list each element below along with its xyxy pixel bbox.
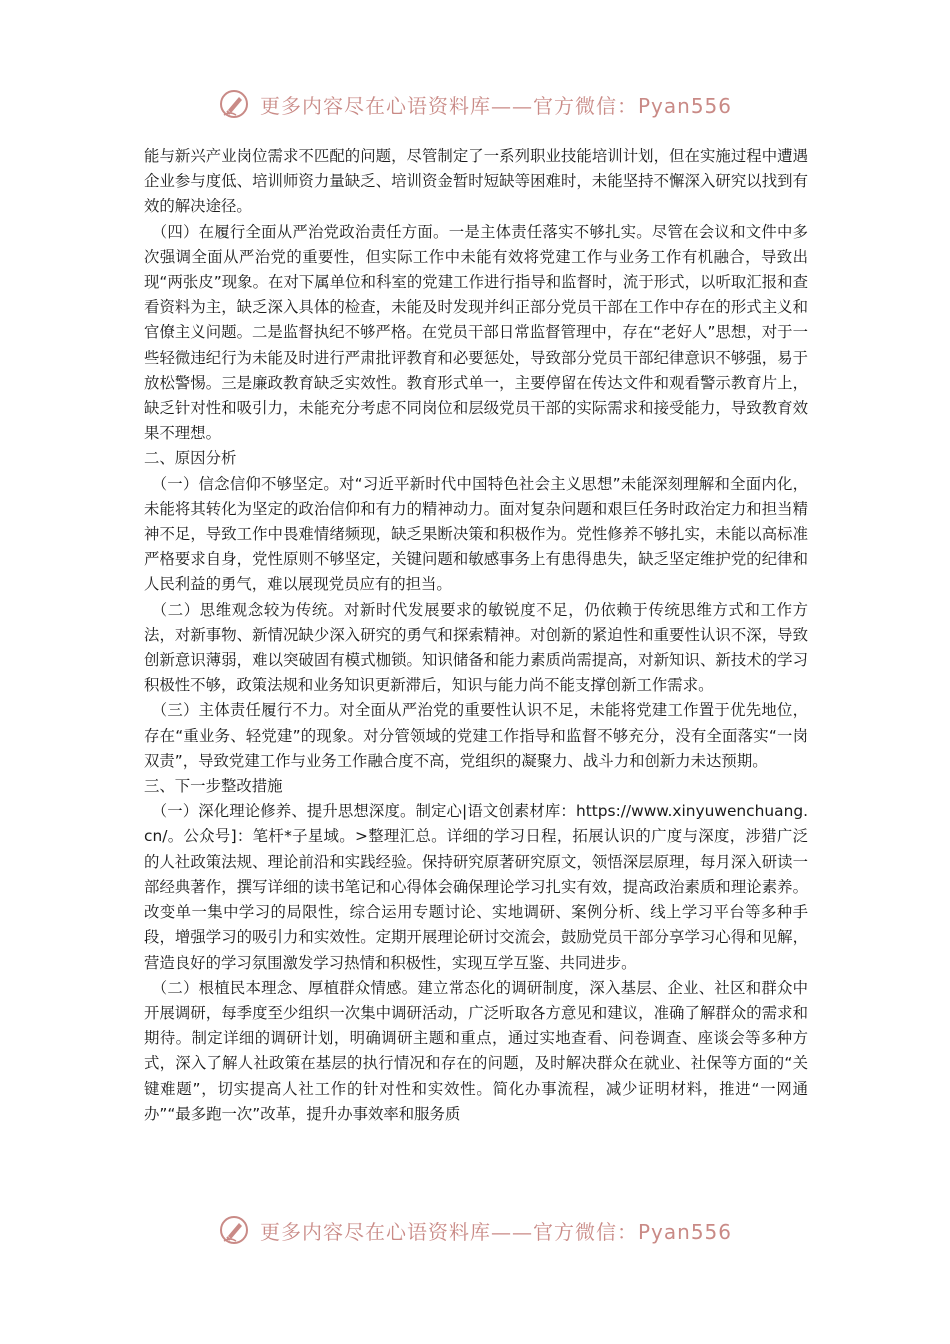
- paragraph-cause-2: （二）思维观念较为传统。对新时代发展要求的敏锐度不足，仍依赖于传统思维方式和工作方法，对新事物、新情况缺少深入研究的勇气和探索精神。对创新的紧迫性和重要性认识不深，导致创新意识薄弱，难以突破固有模式枷锁。知识储备和能力素质尚需提高，对新知识、新技术的学习积极性不够，政策法规和业务知识更新滞后，知识与能力尚不能支撑创新工作需求。: [144, 600, 808, 695]
- header-watermark: [0, 84, 950, 124]
- heading-cause-analysis: 二、原因分析: [144, 449, 237, 468]
- footer-watermark: [0, 1210, 950, 1250]
- watermark-wechat-id: Pyan556: [637, 1219, 732, 1244]
- paragraph-section-4: （四）在履行全面从严治党政治责任方面。一是主体责任落实不够扎实。尽管在会议和文件中多次强调全面从严治党的重要性，但实际工作中未能有效将党建工作与业务工作有机融合，导致出现“两张皮”现象。在对下属单位和科室的党建工作进行指导和监督时，流于形式，以听取汇报和查看资料为主，缺乏深入具体的检查，未能及时发现并纠正部分党员干部在工作中存在的形式主义和官僚主义问题。二是监督执纪不够严格。在党员干部日常监督管理中，存在“老好人”思想，对于一些轻微违纪行为未能及时进行严肃批评教育和必要惩处，导致部分党员干部纪律意识不够强，易于放松警惕。三是廉政教育缺乏实效性。教育形式单一，主要停留在传达文件和观看警示教育片上，缺乏针对性和吸引力，未能充分考虑不同岗位和层级党员干部的实际需求和接受能力，导致教育效果不理想。: [144, 222, 808, 443]
- document-body: [144, 144, 808, 1127]
- paragraph-continuation: 能与新兴产业岗位需求不匹配的问题，尽管制定了一系列职业技能培训计划，但在实施过程中遭遇企业参与度低、培训师资力量缺乏、培训资金暂时短缺等困难时，未能坚持不懈深入研究以找到有效的解决途径。: [144, 147, 808, 216]
- paragraph-measure-1: （一）深化理论修养、提升思想深度。制定心|语文创素材库：https://www.xinyuwenchuang.cn/。公众号]：笔杆*子星域。>整理汇总。详细的学习日程，拓展认识的广度与深度，涉猎广泛的人社政策法规、理论前沿和实践经验。保持研究原著研究原文，领悟深层原理，每月深入研读一部经典著作，撰写详细的读书笔记和心得体会确保理论学习扎实有效，提高政治素质和理论素养。改变单一集中学习的局限性，综合运用专题讨论、实地调研、案例分析、线上学习平台等多种手段，增强学习的吸引力和实效性。定期开展理论研讨交流会，鼓励党员干部分享学习心得和见解，营造良好的学习氛围激发学习热情和积极性，实现互学互鉴、共同进步。: [144, 802, 808, 972]
- watermark-wechat-id: Pyan556: [637, 93, 732, 118]
- watermark-logo-icon: [218, 88, 250, 120]
- watermark-logo-icon: [218, 1214, 250, 1246]
- paragraph-cause-1: （一）信念信仰不够坚定。对“习近平新时代中国特色社会主义思想”未能深刻理解和全面内化，未能将其转化为坚定的政治信仰和有力的精神动力。面对复杂问题和艰巨任务时政治定力和担当精神不足，导致工作中畏难情绪频现，缺乏果断决策和积极作为。党性修养不够扎实，未能以高标准严格要求自身，党性原则不够坚定，关键问题和敏感事务上有患得患失，缺乏坚定维护党的纪律和人民利益的勇气，难以展现党员应有的担当。: [144, 474, 808, 594]
- watermark-text: 更多内容尽在心语资料库——官方微信：Pyan556: [259, 1219, 732, 1244]
- paragraph-cause-3: （三）主体责任履行不力。对全面从严治党的重要性认识不足，未能将党建工作置于优先地位，存在“重业务、轻党建”的现象。对分管领域的党建工作指导和监督不够充分，没有全面落实“一岗双责”，导致党建工作与业务工作融合度不高，党组织的凝聚力、战斗力和创新力未达预期。: [144, 701, 808, 770]
- paragraph-measure-2: （二）根植民本理念、厚植群众情感。建立常态化的调研制度，深入基层、企业、社区和群众中开展调研，每季度至少组织一次集中调研活动，广泛听取各方意见和建议，准确了解群众的需求和期待。制定详细的调研计划，明确调研主题和重点，通过实地查看、问卷调查、座谈会等多种方式，深入了解人社政策在基层的执行情况和存在的问题，及时解决群众在就业、社保等方面的“关键难题”，切实提高人社工作的针对性和实效性。简化办事流程，减少证明材料，推进“一网通办”“最多跑一次”改革，提升办事效率和服务质: [144, 978, 808, 1123]
- watermark-text: 更多内容尽在心语资料库——官方微信：Pyan556: [259, 93, 732, 118]
- heading-next-steps: 三、下一步整改措施: [144, 777, 283, 796]
